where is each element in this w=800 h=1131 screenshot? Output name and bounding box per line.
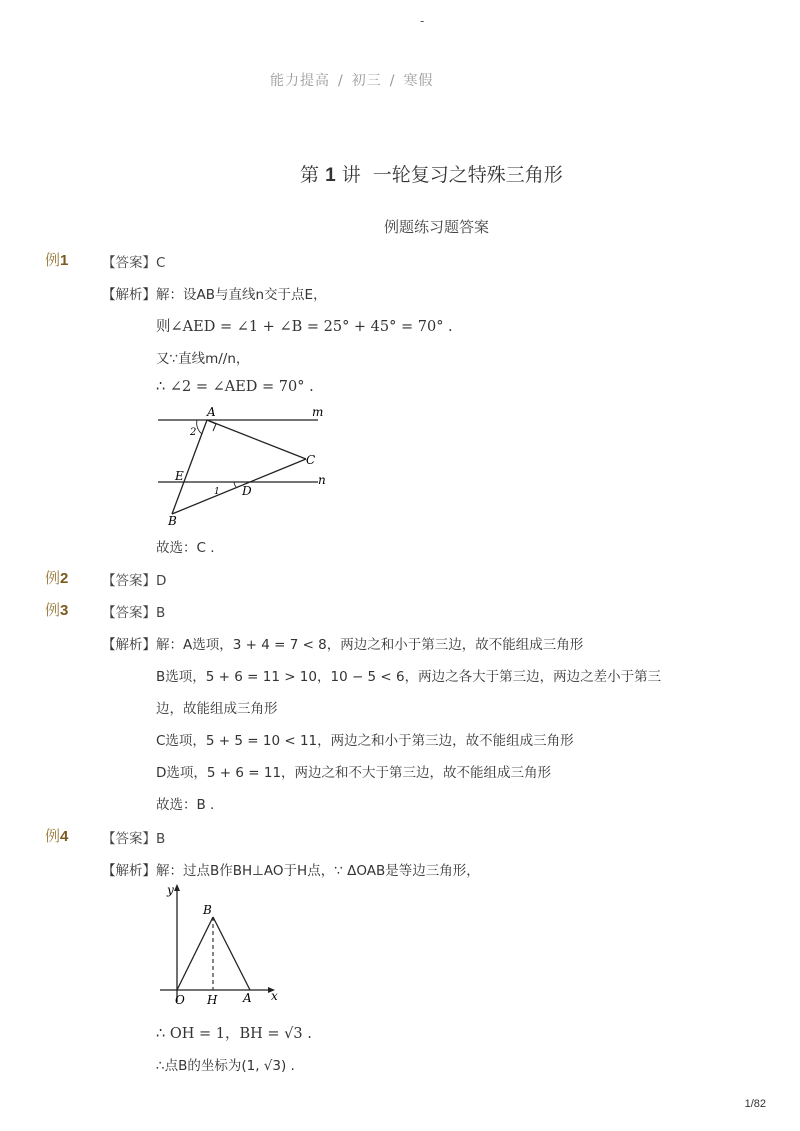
angle-arc-1 [234, 482, 236, 487]
example-number: 2 [60, 570, 69, 587]
solution-line: 则∠AED = ∠1 + ∠B = 25° + 45° = 70° . [156, 319, 453, 335]
solution-line: 边，故能组成三角形 [156, 701, 278, 717]
label-O: O [175, 993, 185, 1007]
breadcrumb-separator: / [338, 73, 344, 89]
label-B: B [168, 514, 177, 528]
answer-line [102, 827, 165, 847]
solution-line: 故选：B . [156, 797, 215, 813]
solution-line: D选项，5 + 6 = 11，两边之和不大于第三边，故不能组成三角形 [156, 765, 552, 781]
analysis-tag: 【解析】 [102, 287, 156, 303]
solution-text: 解：过点B作BH⊥AO于H点，∵ ΔOAB是等边三角形， [156, 863, 480, 879]
label-B: B [203, 903, 212, 917]
segment-OB [177, 917, 213, 990]
solution-line: ∴点B的坐标为(1, √3) . [156, 1058, 295, 1074]
example-prefix: 例 [45, 569, 61, 587]
title-prefix: 第 [300, 164, 320, 186]
analysis-tag: 【解析】 [102, 863, 156, 879]
answer-tag: 【答案】 [102, 831, 156, 847]
breadcrumb-item: 能力提高 [270, 73, 330, 89]
label-C: C [306, 453, 316, 467]
answer-line [102, 569, 166, 589]
breadcrumb-item: 寒假 [403, 73, 434, 89]
page-title [300, 160, 563, 187]
example-label [45, 249, 68, 270]
breadcrumb-separator: / [389, 73, 396, 89]
solution-line: ∴ OH = 1，BH = √3 . [156, 1026, 312, 1042]
geometry-figure-parallel-lines [150, 402, 340, 530]
label-A: A [243, 991, 252, 1005]
segment-BC [172, 459, 306, 514]
example-prefix: 例 [45, 827, 61, 845]
example-number: 4 [60, 828, 69, 845]
example-label [45, 567, 68, 588]
example-prefix: 例 [45, 601, 61, 619]
solution-line: 故选：C . [156, 540, 215, 556]
label-n: n [318, 473, 326, 487]
title-number: 1 [325, 165, 336, 186]
top-dash: - [420, 14, 425, 28]
answer-value: B [156, 605, 166, 621]
solution-line: 又∵直线m//n， [156, 351, 250, 367]
label-H: H [207, 993, 218, 1007]
label-E: E [175, 469, 184, 483]
answer-line [102, 251, 165, 271]
y-axis-arrow [174, 884, 180, 891]
section-subtitle: 例题练习题答案 [384, 218, 490, 236]
label-m: m [312, 405, 324, 419]
title-text: 讲 一轮复习之特殊三角形 [341, 164, 563, 186]
example-label [45, 599, 68, 620]
segment-AC [207, 420, 306, 459]
example-label [45, 825, 68, 846]
solution-text: 解：A选项，3 + 4 = 7 < 8，两边之和小于第三边，故不能组成三角形 [156, 637, 584, 653]
page-number: 1/82 [744, 1098, 766, 1110]
answer-tag: 【答案】 [102, 605, 156, 621]
label-A: A [207, 405, 216, 419]
example-number: 3 [60, 602, 69, 619]
angle-arc-2 [197, 420, 202, 434]
analysis-tag: 【解析】 [102, 637, 156, 653]
example-number: 1 [60, 252, 69, 269]
label-D: D [242, 484, 252, 498]
answer-value: C [156, 255, 166, 271]
solution-line: B选项，5 + 6 = 11 > 10，10 − 5 < 6，两边之各大于第三边，两边之差小于第三 [156, 669, 662, 685]
solution-line: C选项，5 + 5 = 10 < 11，两边之和小于第三边，故不能组成三角形 [156, 733, 574, 749]
label-y: y [167, 883, 174, 897]
answer-value: D [156, 573, 167, 589]
analysis-line [102, 633, 583, 653]
answer-value: B [156, 831, 166, 847]
label-angle-1: 1 [214, 487, 220, 497]
breadcrumb [270, 70, 433, 90]
segment-BA [213, 917, 250, 990]
label-angle-2: 2 [190, 427, 197, 438]
breadcrumb-item: 初三 [351, 73, 382, 89]
solution-text: 解：设AB与直线n交于点E， [156, 287, 327, 303]
coordinate-figure-equilateral-triangle [155, 880, 290, 1010]
solution-line: ∴ ∠2 = ∠AED = 70° . [156, 379, 314, 395]
example-prefix: 例 [45, 251, 61, 269]
analysis-line [102, 283, 327, 303]
label-x: x [271, 989, 278, 1003]
answer-tag: 【答案】 [102, 573, 156, 589]
analysis-line [102, 859, 480, 879]
answer-line [102, 601, 165, 621]
answer-tag: 【答案】 [102, 255, 156, 271]
